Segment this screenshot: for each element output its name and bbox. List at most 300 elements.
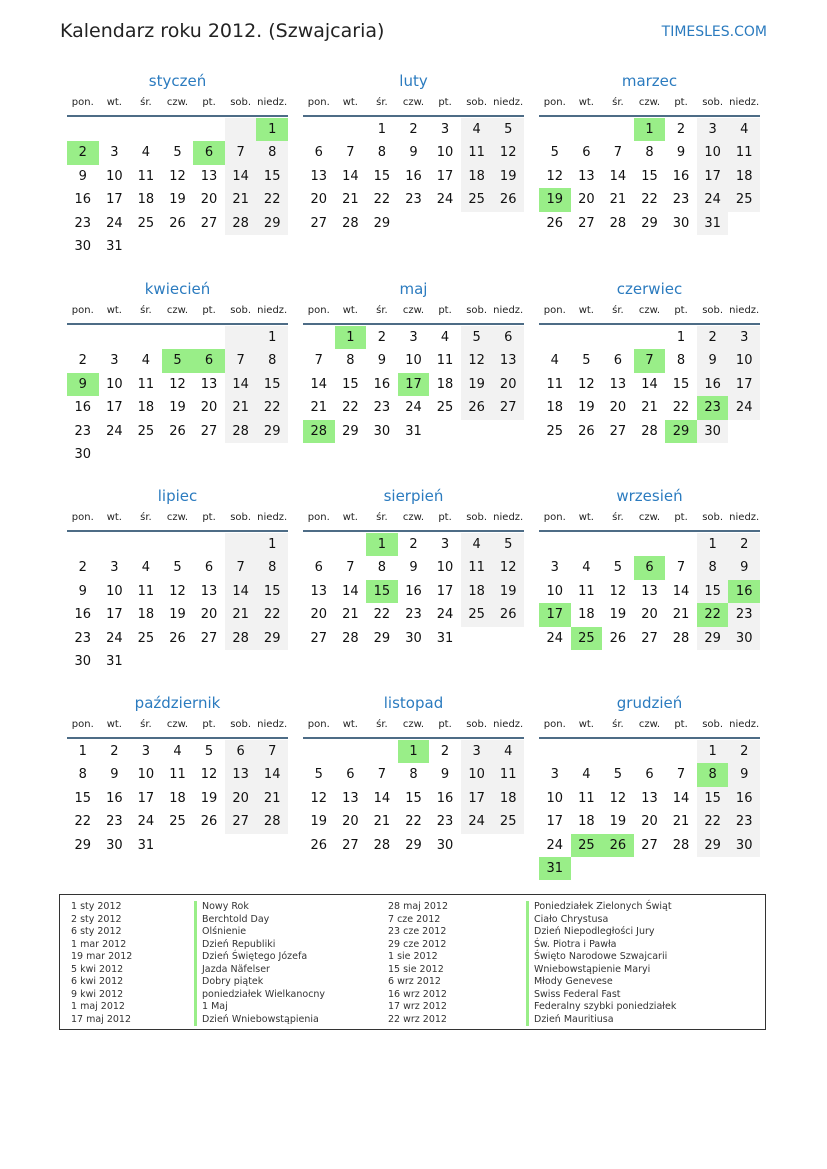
- weekday-header: [539, 92, 760, 117]
- day-cell: 27: [342, 837, 359, 853]
- empty-cell: [193, 533, 225, 556]
- day-cell: 19: [200, 790, 218, 806]
- day-cell: 17: [106, 607, 123, 623]
- day-cell: 6: [645, 767, 654, 783]
- legend-names-right: [526, 901, 676, 1026]
- holiday-day-cell: 7: [634, 349, 666, 372]
- day-cell: 30: [436, 837, 454, 853]
- day-cell: 3: [440, 122, 450, 137]
- day-cell: 29: [373, 630, 391, 646]
- empty-cell: [539, 118, 571, 141]
- day-cell: 28: [373, 837, 391, 853]
- day-cell: 8: [377, 560, 387, 576]
- day-cell: 10: [546, 583, 564, 599]
- legend-dates-right: [388, 901, 448, 1026]
- day-cell: 19: [169, 607, 186, 623]
- site-link[interactable]: TIMESLES.COM: [661, 24, 767, 40]
- legend-holiday-name: Nowy Rok: [194, 901, 325, 914]
- day-cell: 30: [74, 446, 92, 462]
- day-cell: 9: [409, 560, 418, 576]
- holiday-day-cell: 1: [335, 326, 367, 349]
- day-cell: 6: [582, 145, 591, 161]
- day-cell: 18: [578, 814, 595, 830]
- day-cell: 19: [609, 814, 627, 830]
- empty-cell: [571, 118, 603, 141]
- day-cell: 4: [440, 330, 450, 345]
- day-cell: 30: [106, 837, 123, 853]
- day-cell: 8: [256, 141, 288, 164]
- day-cell: 29: [256, 212, 288, 235]
- day-cell: 4: [173, 744, 182, 759]
- day-cell: 26: [546, 215, 564, 231]
- day-cell: 20: [641, 607, 658, 623]
- day-grid: [303, 533, 524, 650]
- day-cell: 26: [492, 603, 524, 626]
- day-cell: 11: [461, 556, 493, 579]
- legend-date: 15 sie 2012: [388, 963, 444, 975]
- weekday-label: niedz.: [493, 97, 524, 108]
- day-cell: 17: [436, 583, 454, 599]
- day-cell: 5: [461, 326, 493, 349]
- day-cell: 24: [697, 188, 729, 211]
- day-cell: 7: [346, 560, 355, 576]
- day-cell: 25: [461, 188, 493, 211]
- weekday-label: niedz.: [257, 719, 288, 730]
- day-cell: 11: [728, 141, 760, 164]
- day-cell: 26: [200, 814, 218, 830]
- month-name: styczeń: [148, 72, 207, 90]
- weekday-header: [67, 714, 288, 739]
- holiday-day-cell: 6: [193, 349, 225, 372]
- day-cell: 10: [106, 583, 123, 599]
- empty-cell: [225, 533, 257, 556]
- weekday-label: pt.: [438, 305, 452, 316]
- day-cell: 12: [169, 168, 186, 184]
- weekday-label: pt.: [438, 512, 452, 523]
- day-cell: 8: [256, 349, 288, 372]
- month-block: [539, 70, 760, 235]
- weekday-label: czw.: [166, 512, 189, 523]
- day-cell: 29: [641, 215, 658, 231]
- weekday-label: sob.: [702, 719, 724, 730]
- day-cell: 28: [641, 423, 658, 439]
- day-cell: 6: [492, 326, 524, 349]
- day-cell: 15: [697, 787, 729, 810]
- legend-holiday-name: Olśnienie: [194, 926, 325, 939]
- day-cell: 29: [256, 420, 288, 443]
- weekday-label: wt.: [578, 305, 594, 316]
- day-cell: 25: [492, 810, 524, 833]
- weekday-label: śr.: [612, 97, 624, 108]
- weekday-label: wt.: [342, 305, 358, 316]
- holiday-day-cell: 25: [571, 627, 603, 650]
- day-cell: 4: [141, 353, 151, 369]
- weekday-header: [539, 300, 760, 325]
- legend-holiday-name: Ciało Chrystusa: [526, 914, 676, 927]
- day-cell: 20: [310, 607, 328, 623]
- day-cell: 14: [225, 165, 257, 188]
- weekday-header: [67, 300, 288, 325]
- day-cell: 15: [256, 165, 288, 188]
- holiday-day-cell: 5: [162, 349, 194, 372]
- day-cell: 22: [256, 396, 288, 419]
- day-cell: 4: [582, 560, 591, 576]
- day-cell: 2: [409, 122, 418, 137]
- day-cell: 10: [106, 376, 123, 392]
- weekday-label: sob.: [230, 97, 252, 108]
- day-cell: 20: [200, 607, 218, 623]
- empty-cell: [539, 740, 571, 763]
- day-cell: 23: [106, 814, 123, 830]
- day-cell: 19: [492, 165, 524, 188]
- day-cell: 11: [578, 790, 595, 806]
- day-cell: 25: [728, 188, 760, 211]
- day-cell: 14: [225, 373, 257, 396]
- day-cell: 14: [373, 790, 391, 806]
- day-cell: 16: [74, 400, 92, 416]
- day-cell: 4: [492, 740, 524, 763]
- day-cell: 19: [578, 400, 595, 416]
- month-block: [303, 485, 524, 650]
- weekday-label: czw.: [638, 97, 661, 108]
- day-cell: 8: [377, 145, 387, 161]
- day-cell: 15: [256, 580, 288, 603]
- month-block: [539, 278, 760, 443]
- day-cell: 8: [409, 767, 418, 783]
- day-cell: 9: [676, 145, 686, 161]
- day-cell: 28: [225, 212, 257, 235]
- empty-cell: [602, 533, 634, 556]
- weekday-label: sob.: [466, 512, 488, 523]
- legend-holiday-name: Dzień Mauritiusa: [526, 1014, 676, 1027]
- day-cell: 27: [310, 215, 328, 231]
- legend-date: 6 sty 2012: [71, 926, 122, 937]
- day-cell: 14: [225, 580, 257, 603]
- empty-cell: [539, 533, 571, 556]
- day-cell: 12: [200, 767, 218, 783]
- day-cell: 7: [676, 767, 686, 783]
- day-cell: 22: [672, 400, 690, 416]
- holiday-day-cell: 26: [602, 834, 634, 857]
- day-grid: [539, 533, 760, 650]
- day-cell: 11: [461, 141, 493, 164]
- empty-cell: [303, 740, 335, 763]
- weekday-header: [303, 507, 524, 532]
- day-cell: 11: [137, 376, 155, 392]
- weekday-label: wt.: [578, 97, 594, 108]
- day-cell: 27: [200, 215, 218, 231]
- legend-dates-left: [71, 901, 132, 1026]
- day-cell: 28: [672, 837, 690, 853]
- day-cell: 12: [310, 790, 328, 806]
- day-cell: 3: [550, 560, 559, 576]
- day-cell: 26: [310, 837, 328, 853]
- day-cell: 17: [697, 165, 729, 188]
- day-cell: 29: [256, 627, 288, 650]
- month-name: grudzień: [616, 694, 683, 712]
- weekday-label: pon.: [307, 512, 330, 523]
- day-cell: 29: [373, 215, 391, 231]
- month-name: wrzesień: [616, 487, 683, 505]
- day-cell: 10: [697, 141, 729, 164]
- day-cell: 22: [405, 814, 422, 830]
- day-cell: 12: [492, 556, 524, 579]
- holiday-day-cell: 22: [697, 603, 729, 626]
- day-cell: 5: [314, 767, 323, 783]
- empty-cell: [162, 326, 194, 349]
- weekday-label: sob.: [230, 512, 252, 523]
- day-cell: 22: [256, 188, 288, 211]
- day-cell: 24: [106, 423, 123, 439]
- day-cell: 28: [256, 810, 288, 833]
- day-cell: 15: [342, 376, 359, 392]
- day-cell: 13: [310, 583, 328, 599]
- day-cell: 2: [377, 330, 387, 345]
- day-cell: 15: [641, 168, 658, 184]
- day-cell: 11: [546, 376, 564, 392]
- weekday-label: pon.: [543, 97, 566, 108]
- day-cell: 2: [728, 740, 760, 763]
- month-name: lipiec: [157, 487, 198, 505]
- day-cell: 6: [314, 145, 323, 161]
- weekday-label: sob.: [466, 97, 488, 108]
- day-cell: 20: [492, 373, 524, 396]
- day-cell: 10: [436, 560, 454, 576]
- day-cell: 7: [225, 349, 257, 372]
- day-cell: 23: [74, 630, 92, 646]
- day-cell: 24: [436, 607, 454, 623]
- day-cell: 21: [342, 607, 359, 623]
- month-name: kwiecień: [144, 280, 211, 298]
- day-cell: 29: [697, 834, 729, 857]
- legend-date: 28 maj 2012: [388, 901, 449, 912]
- day-cell: 3: [440, 537, 450, 552]
- day-cell: 3: [110, 353, 119, 369]
- day-cell: 13: [578, 168, 595, 184]
- weekday-label: pt.: [438, 719, 452, 730]
- weekday-label: pon.: [307, 305, 330, 316]
- holiday-day-cell: 29: [665, 420, 697, 443]
- weekday-label: śr.: [612, 512, 624, 523]
- legend-date: 5 kwi 2012: [71, 963, 124, 975]
- day-cell: 11: [436, 353, 454, 369]
- legend-date: 2 sty 2012: [71, 913, 122, 925]
- holiday-day-cell: 31: [539, 857, 571, 880]
- day-cell: 11: [137, 583, 155, 599]
- legend-holiday-name: Wniebowstąpienie Maryi: [526, 964, 676, 977]
- day-cell: 28: [225, 420, 257, 443]
- day-cell: 13: [641, 790, 658, 806]
- day-cell: 10: [405, 353, 422, 369]
- weekday-label: czw.: [402, 719, 425, 730]
- holiday-day-cell: 6: [634, 556, 666, 579]
- day-cell: 30: [373, 423, 391, 439]
- day-cell: 17: [137, 790, 155, 806]
- legend-date: 17 maj 2012: [71, 1013, 132, 1025]
- empty-cell: [602, 740, 634, 763]
- day-cell: 22: [641, 192, 658, 208]
- legend-date: 1 maj 2012: [71, 1001, 125, 1012]
- day-cell: 7: [314, 353, 323, 369]
- holiday-legend: [59, 894, 766, 1030]
- day-cell: 16: [405, 583, 422, 599]
- day-cell: 13: [609, 376, 627, 392]
- day-cell: 18: [546, 400, 564, 416]
- day-cell: 24: [436, 192, 454, 208]
- weekday-label: wt.: [578, 512, 594, 523]
- day-cell: 20: [342, 814, 359, 830]
- day-cell: 7: [377, 767, 387, 783]
- empty-cell: [67, 326, 99, 349]
- legend-date: 17 wrz 2012: [388, 1001, 447, 1012]
- day-cell: 17: [728, 373, 760, 396]
- day-cell: 20: [310, 192, 328, 208]
- day-cell: 31: [106, 653, 123, 669]
- legend-date: 29 cze 2012: [388, 938, 447, 950]
- holiday-day-cell: 2: [67, 141, 99, 164]
- day-cell: 31: [137, 837, 155, 853]
- day-cell: 14: [256, 763, 288, 786]
- day-cell: 8: [697, 556, 729, 579]
- day-cell: 9: [409, 145, 418, 161]
- day-cell: 4: [461, 118, 493, 141]
- day-cell: 27: [225, 810, 257, 833]
- day-cell: 23: [373, 400, 391, 416]
- weekday-label: niedz.: [729, 97, 760, 108]
- day-cell: 6: [225, 740, 257, 763]
- weekday-label: śr.: [376, 305, 388, 316]
- day-cell: 10: [137, 767, 155, 783]
- day-cell: 27: [641, 630, 658, 646]
- weekday-label: wt.: [106, 512, 122, 523]
- weekday-label: niedz.: [729, 512, 760, 523]
- day-grid: [303, 740, 524, 857]
- day-cell: 21: [225, 188, 257, 211]
- day-cell: 5: [492, 118, 524, 141]
- day-cell: 28: [342, 215, 359, 231]
- legend-holiday-name: Dobry piątek: [194, 976, 325, 989]
- day-cell: 2: [409, 537, 418, 552]
- holiday-day-cell: 8: [697, 763, 729, 786]
- weekday-label: pon.: [71, 512, 94, 523]
- day-cell: 9: [78, 168, 87, 184]
- day-cell: 16: [405, 168, 422, 184]
- weekday-label: niedz.: [493, 512, 524, 523]
- day-grid: [67, 740, 288, 857]
- day-cell: 25: [137, 630, 155, 646]
- weekday-label: wt.: [106, 97, 122, 108]
- day-cell: 22: [342, 400, 359, 416]
- holiday-day-cell: 17: [398, 373, 430, 396]
- day-cell: 16: [697, 373, 729, 396]
- day-cell: 31: [106, 238, 123, 254]
- day-cell: 24: [546, 630, 564, 646]
- weekday-label: śr.: [612, 719, 624, 730]
- weekday-label: śr.: [140, 97, 152, 108]
- weekday-header: [67, 507, 288, 532]
- weekday-label: pon.: [71, 305, 94, 316]
- legend-holiday-name: Poniedziałek Zielonych Świąt: [526, 901, 676, 914]
- empty-cell: [634, 533, 666, 556]
- day-cell: 5: [173, 560, 182, 576]
- day-grid: [539, 326, 760, 443]
- legend-date: 6 wrz 2012: [388, 976, 441, 987]
- day-cell: 8: [78, 767, 87, 783]
- day-cell: 2: [110, 744, 119, 759]
- day-cell: 14: [641, 376, 658, 392]
- day-cell: 3: [110, 145, 119, 161]
- day-cell: 29: [697, 627, 729, 650]
- day-cell: 1: [256, 326, 288, 349]
- day-cell: 4: [141, 560, 151, 576]
- weekday-label: pt.: [438, 97, 452, 108]
- day-cell: 24: [461, 810, 493, 833]
- weekday-label: niedz.: [493, 719, 524, 730]
- day-cell: 11: [137, 168, 155, 184]
- day-cell: 26: [169, 215, 186, 231]
- day-cell: 24: [106, 215, 123, 231]
- day-cell: 26: [578, 423, 595, 439]
- legend-names-left: [194, 901, 325, 1026]
- empty-cell: [539, 326, 571, 349]
- holiday-day-cell: 6: [193, 141, 225, 164]
- day-cell: 20: [225, 787, 257, 810]
- page-title: Kalendarz roku 2012. (Szwajcaria): [60, 20, 385, 42]
- weekday-label: czw.: [402, 512, 425, 523]
- day-cell: 23: [74, 423, 92, 439]
- month-block: [67, 70, 288, 258]
- day-cell: 7: [613, 145, 623, 161]
- day-cell: 21: [672, 814, 690, 830]
- day-cell: 27: [200, 630, 218, 646]
- empty-cell: [303, 118, 335, 141]
- month-name: sierpień: [383, 487, 444, 505]
- day-cell: 2: [728, 533, 760, 556]
- weekday-label: sob.: [230, 305, 252, 316]
- empty-cell: [162, 533, 194, 556]
- day-cell: 7: [346, 145, 355, 161]
- weekday-label: niedz.: [729, 719, 760, 730]
- day-grid: [539, 118, 760, 235]
- day-cell: 17: [461, 787, 493, 810]
- weekday-label: śr.: [140, 512, 152, 523]
- day-cell: 18: [461, 165, 493, 188]
- day-cell: 13: [641, 583, 658, 599]
- day-cell: 12: [609, 790, 627, 806]
- legend-date: 6 kwi 2012: [71, 976, 124, 987]
- weekday-label: pt.: [202, 512, 216, 523]
- legend-date: 23 cze 2012: [388, 926, 447, 937]
- day-cell: 2: [78, 560, 87, 576]
- day-cell: 18: [578, 607, 595, 623]
- day-cell: 25: [169, 814, 186, 830]
- month-name: luty: [399, 72, 428, 90]
- weekday-header: [539, 507, 760, 532]
- day-cell: 5: [613, 560, 623, 576]
- weekday-label: pon.: [543, 512, 566, 523]
- day-cell: 2: [676, 122, 686, 137]
- day-cell: 8: [676, 353, 686, 369]
- day-cell: 12: [461, 349, 493, 372]
- day-cell: 1: [676, 330, 686, 345]
- day-cell: 15: [373, 168, 391, 184]
- day-cell: 14: [342, 583, 359, 599]
- day-cell: 18: [137, 400, 155, 416]
- day-cell: 22: [74, 814, 92, 830]
- month-block: [539, 692, 760, 880]
- legend-holiday-name: Święto Narodowe Szwajcarii: [526, 951, 676, 964]
- day-cell: 30: [74, 238, 92, 254]
